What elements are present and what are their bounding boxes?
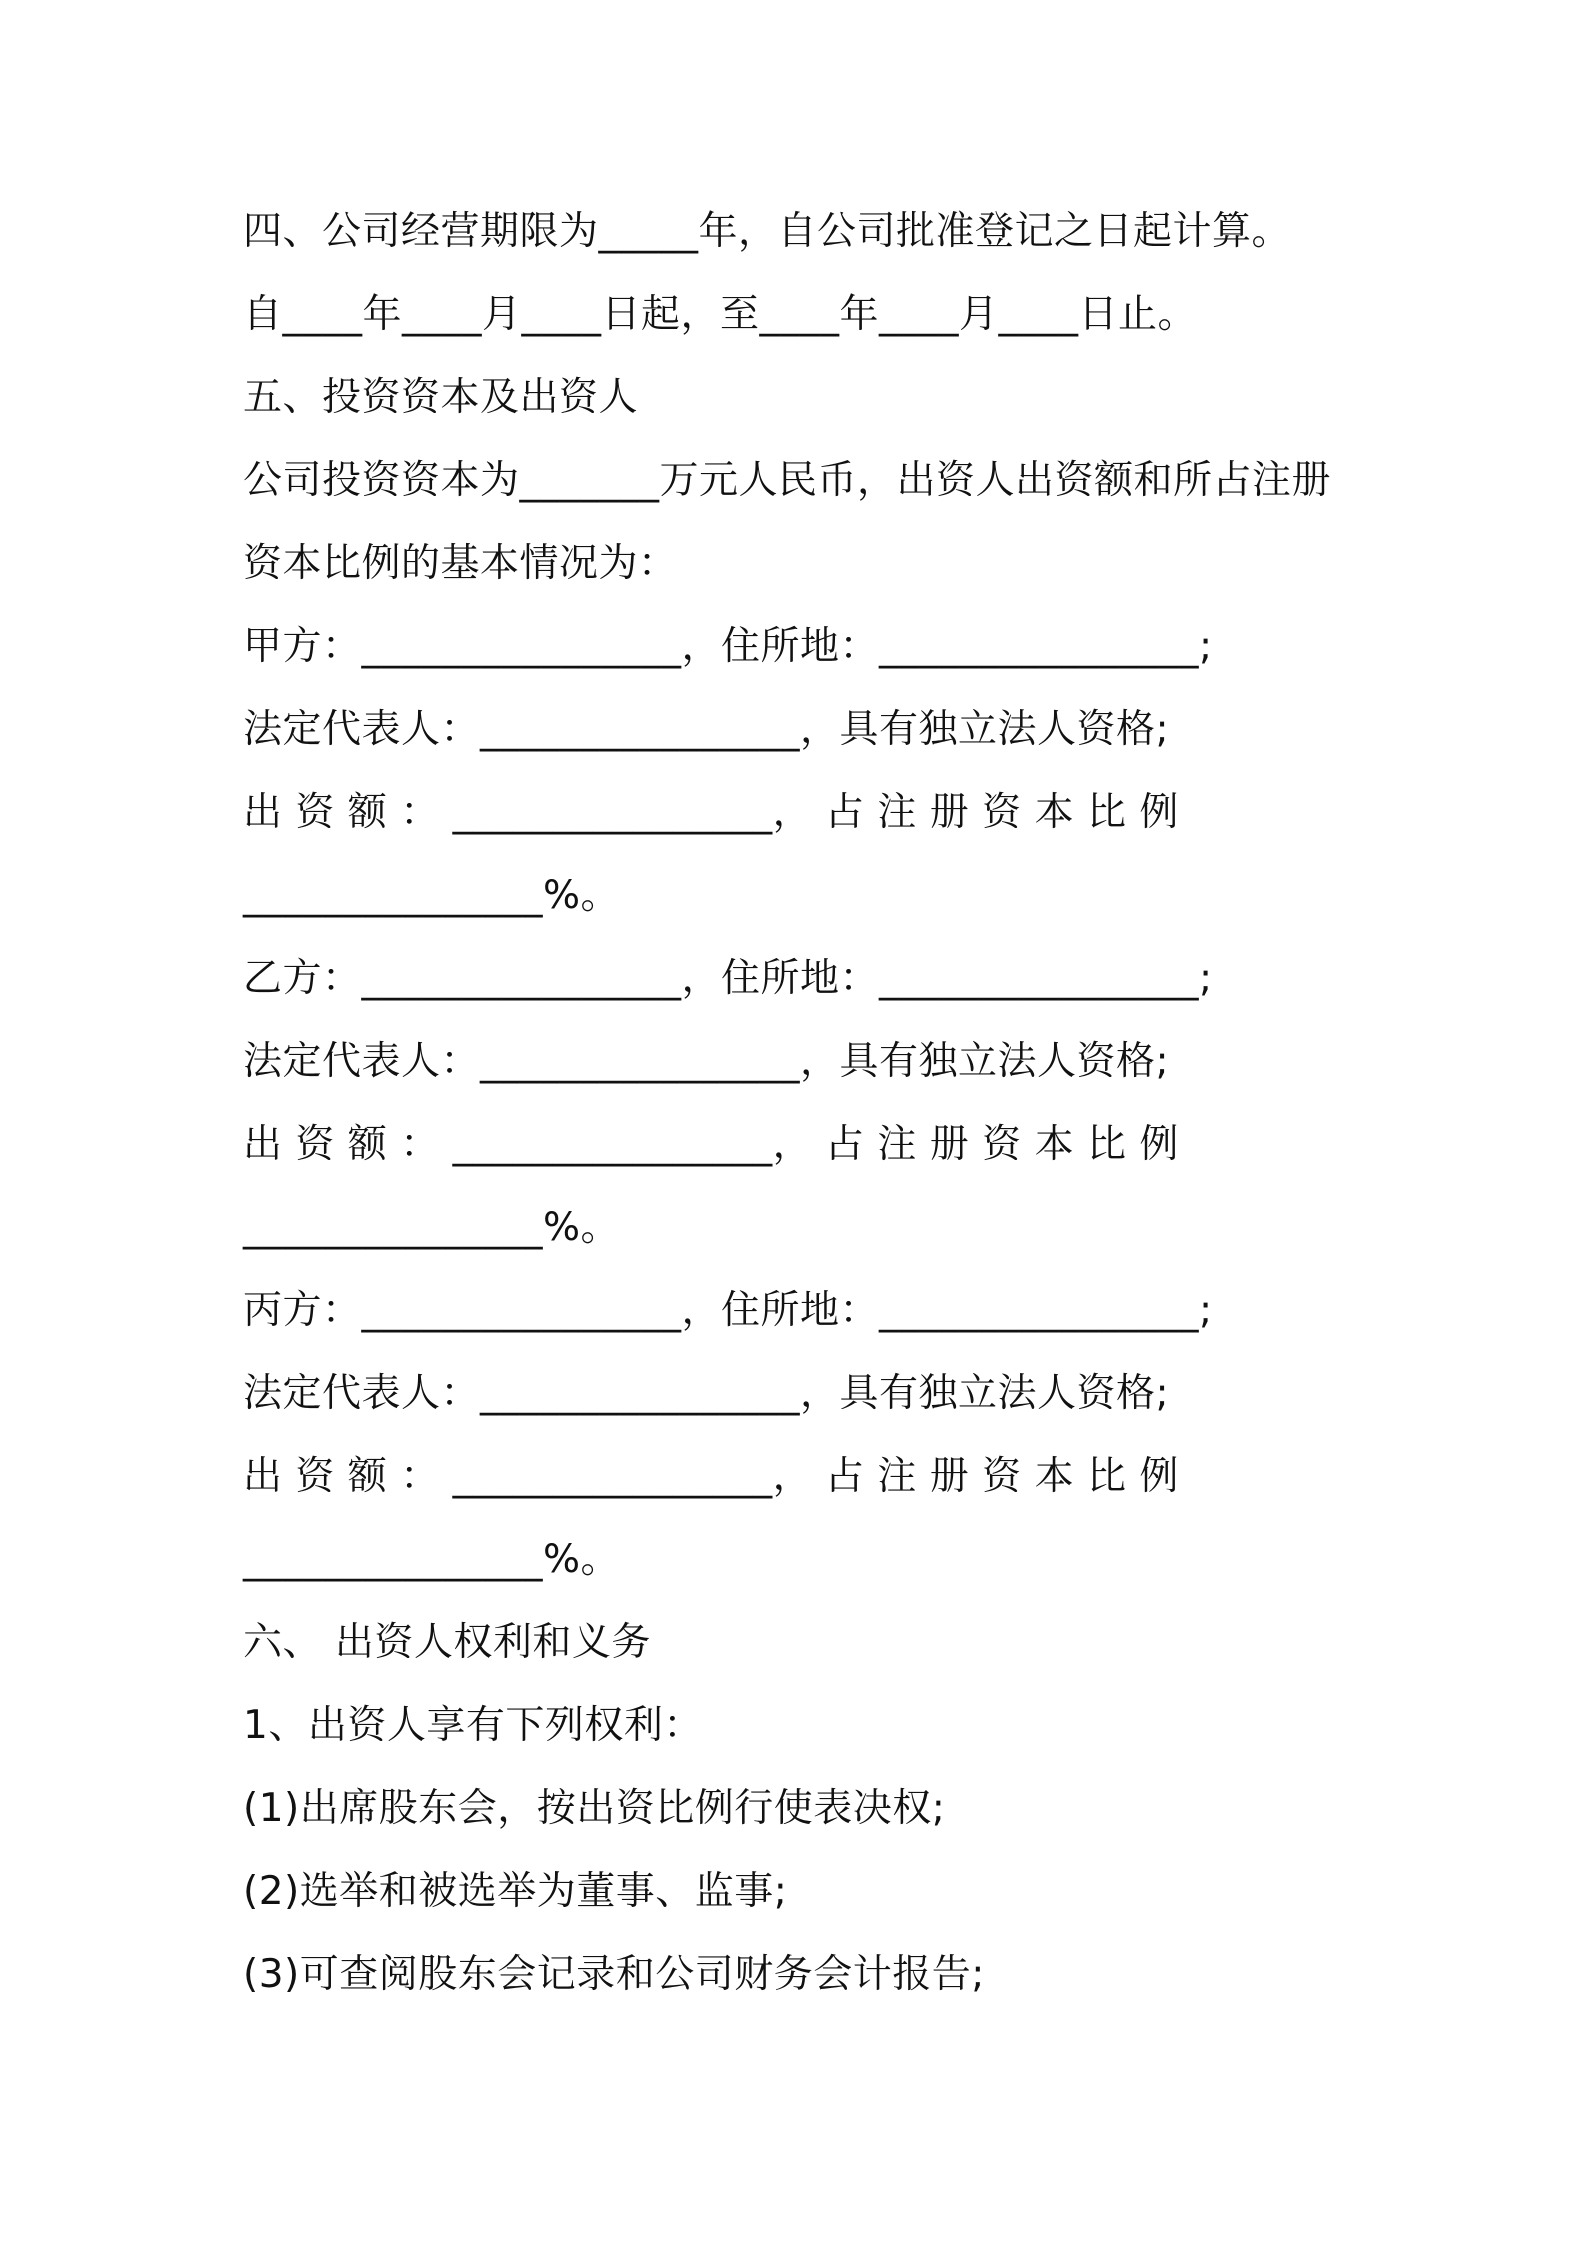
section-heading-rights: 六、 出资人权利和义务: [243, 1620, 651, 1665]
party-b-rep-line: 法定代表人：________________，具有独立法人资格;: [243, 1039, 1170, 1084]
document-page: [243, 190, 1353, 2016]
party-c-ratio-line: _______________%。: [243, 1537, 621, 1582]
right-item-1: (1)出席股东会，按出资比例行使表决权;: [243, 1786, 946, 1831]
party-c-rep-line: 法定代表人：________________，具有独立法人资格;: [243, 1371, 1170, 1416]
party-a-ratio-line: _______________%。: [243, 873, 621, 918]
party-a-amount-line: 出 资 额 ： ________________， 占 注 册 资 本 比 例: [243, 790, 1179, 835]
capital-line-cont: 资本比例的基本情况为：: [243, 541, 678, 586]
party-a-rep-line: 法定代表人：________________，具有独立法人资格;: [243, 707, 1170, 752]
party-a-line: 甲方：________________，住所地：________________;: [243, 624, 1213, 669]
rights-intro: 1、出资人享有下列权利：: [243, 1703, 703, 1748]
party-c-amount-line: 出 资 额 ： ________________， 占 注 册 资 本 比 例: [243, 1454, 1179, 1499]
term-line: 四、公司经营期限为_____年，自公司批准登记之日起计算。: [243, 209, 1292, 254]
term-dates-line: 自____年____月____日起，至____年____月____日止。: [243, 292, 1198, 337]
right-item-2: (2)选举和被选举为董事、监事;: [243, 1869, 788, 1914]
party-c-line: 丙方：________________，住所地：________________;: [243, 1288, 1213, 1333]
right-item-3: (3)可查阅股东会记录和公司财务会计报告;: [243, 1952, 985, 1997]
party-b-line: 乙方：________________，住所地：________________;: [243, 956, 1213, 1001]
section-heading-investment: 五、投资资本及出资人: [243, 375, 639, 420]
capital-line: 公司投资资本为_______万元人民币，出资人出资额和所占注册: [243, 458, 1332, 503]
party-b-ratio-line: _______________%。: [243, 1205, 621, 1250]
party-b-amount-line: 出 资 额 ： ________________， 占 注 册 资 本 比 例: [243, 1122, 1179, 1167]
